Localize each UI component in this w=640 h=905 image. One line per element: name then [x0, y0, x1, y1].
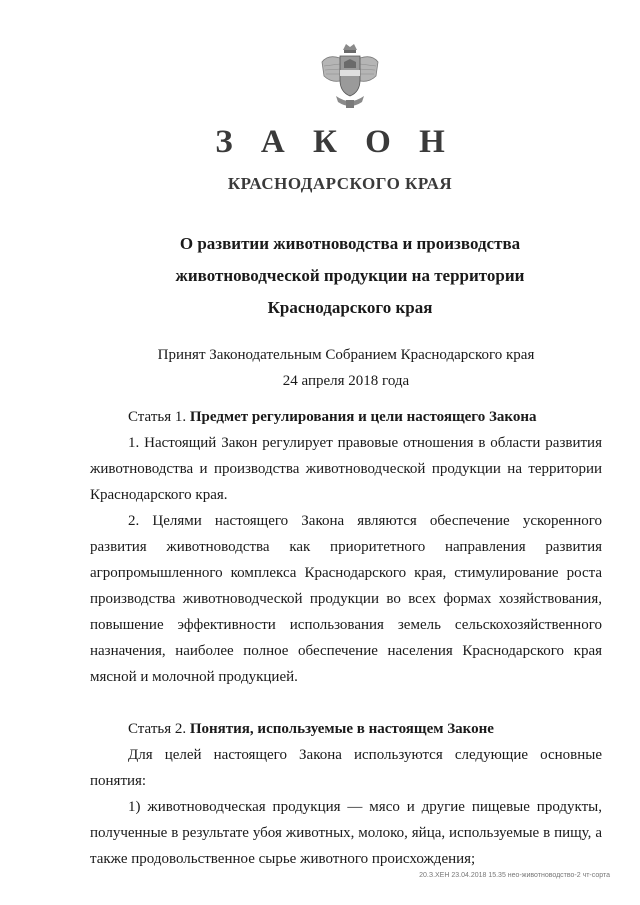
document-body [90, 404, 602, 872]
adopted-by: Принят Законодательным Собранием Краснодарского края [157, 347, 535, 363]
article-label: Статья 1. [128, 409, 187, 425]
paragraph: 1. Настоящий Закон регулирует правовые отношения в области развития животноводства и производства животноводческой продукции на территории Краснодарского края. [90, 435, 602, 503]
document-title: З А К О Н [215, 124, 455, 160]
paragraph: 2. Целями настоящего Закона являются обеспечение ускоренного развития животноводства как приоритетного направления развития агропромышленного комплекса Краснодарского края, стимулирование роста производства животноводческой продукции во всех формах хозяйствования, повышение эффективности использования земель сельскохозяйственного назначения, наиболее полное обеспечение населения Краснодарского края мясной и молочной продукцией. [90, 513, 602, 685]
law-name-line: Краснодарского края [267, 298, 433, 317]
coat-of-arms-icon [318, 40, 382, 112]
article-title: Понятия, используемые в настоящем Законе [189, 721, 494, 737]
article-title: Предмет регулирования и цели настоящего Закона [189, 409, 537, 425]
paragraph: 1) животноводческая продукция — мясо и другие пищевые продукты, полученные в результате убоя животных, молоко, яйца, используемые в пищу, а также продовольственное сырье животного происхождения; [90, 799, 602, 867]
spacer [90, 690, 602, 716]
article-heading [90, 716, 602, 742]
paragraph: Для целей настоящего Закона используются следующие основные понятия: [90, 747, 602, 789]
article-label: Статья 2. [128, 721, 187, 737]
adoption-date: 24 апреля 2018 года [282, 373, 410, 389]
adoption-info [0, 342, 640, 394]
law-name-line: животноводческой продукции на территории [175, 266, 525, 285]
article-heading [90, 404, 602, 430]
law-name-line: О развитии животноводства и производства [179, 234, 521, 253]
document-subtitle: КРАСНОДАРСКОГО КРАЯ [227, 174, 453, 193]
law-name [0, 228, 640, 324]
footer-code: 20.З.ХЕН 23.04.2018 15.35 нео-животноводство-2 чт-сорта [419, 872, 610, 879]
